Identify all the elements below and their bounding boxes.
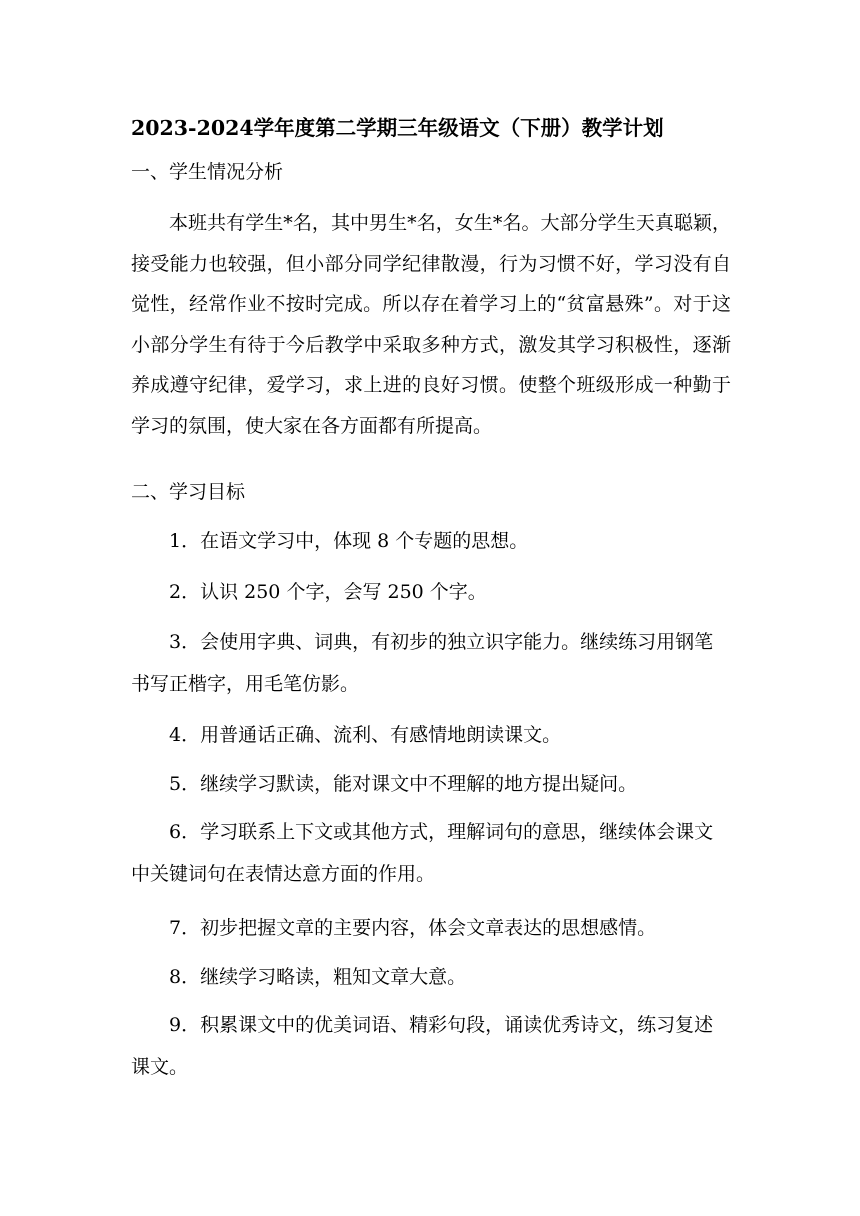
goal-item-number: 7． [169,917,201,939]
goal-item-7 [131,907,731,949]
goal-item-text: 继续学习略读，粗知文章大意。 [200,966,467,988]
goal-item-number: 2． [169,581,201,603]
goal-item-number: 8． [169,966,201,988]
section-heading-learning-goals: 二、学习目标 [131,481,246,503]
goal-item-number: 9． [169,1014,201,1036]
goal-item-number: 6． [169,821,201,843]
goal-item-9 [131,1004,731,1088]
goal-item-5 [131,763,731,805]
goal-item-text: 继续学习默读，能对课文中不理解的地方提出疑问。 [200,773,638,795]
goal-item-8 [131,956,731,998]
goal-item-number: 3． [169,631,201,653]
goal-item-text: 初步把握文章的主要内容，体会文章表达的思想感情。 [200,917,657,939]
goal-item-2 [131,571,731,613]
goal-item-number: 4． [169,724,201,746]
goal-item-text: 会使用字典、词典，有初步的独立识字能力。继续练习用钢笔书写正楷字，用毛笔仿影。 [131,631,714,695]
section-heading-student-analysis: 一、学生情况分析 [131,161,284,183]
goal-item-number: 5． [169,773,201,795]
goal-item-text: 用普通话正确、流利、有感情地朗读课文。 [200,724,562,746]
goal-item-text: 积累课文中的优美词语、精彩句段，诵读优秀诗文，练习复述课文。 [131,1014,714,1078]
goal-item-6 [131,811,731,895]
goal-item-text: 认识 250 个字，会写 250 个字。 [200,581,487,603]
document-title: 2023-2024学年度第二学期三年级语文（下册）教学计划 [131,116,664,140]
goal-item-text: 在语文学习中，体现 8 个专题的思想。 [200,530,529,552]
goal-item-1 [131,520,731,562]
goal-item-number: 1． [169,530,201,552]
student-analysis-paragraph: 本班共有学生*名，其中男生*名，女生*名。大部分学生天真聪颖，接受能力也较强，但小部分同学纪律散漫，行为习惯不好，学习没有自觉性，经常作业不按时完成。所以存在着学习上的“贫富悬殊”。对于这小部分学生有待于今后教学中采取多种方式，激发其学习积极性，逐渐养成遵守纪律，爱学习，求上进的良好习惯。使整个班级形成一种勤于学习的氛围，使大家在各方面都有所提高。 [131,212,731,437]
goal-item-text: 学习联系上下文或其他方式，理解词句的意思，继续体会课文中关键词句在表情达意方面的作用。 [131,821,714,885]
goal-item-4 [131,714,731,756]
goal-item-3 [131,621,731,705]
